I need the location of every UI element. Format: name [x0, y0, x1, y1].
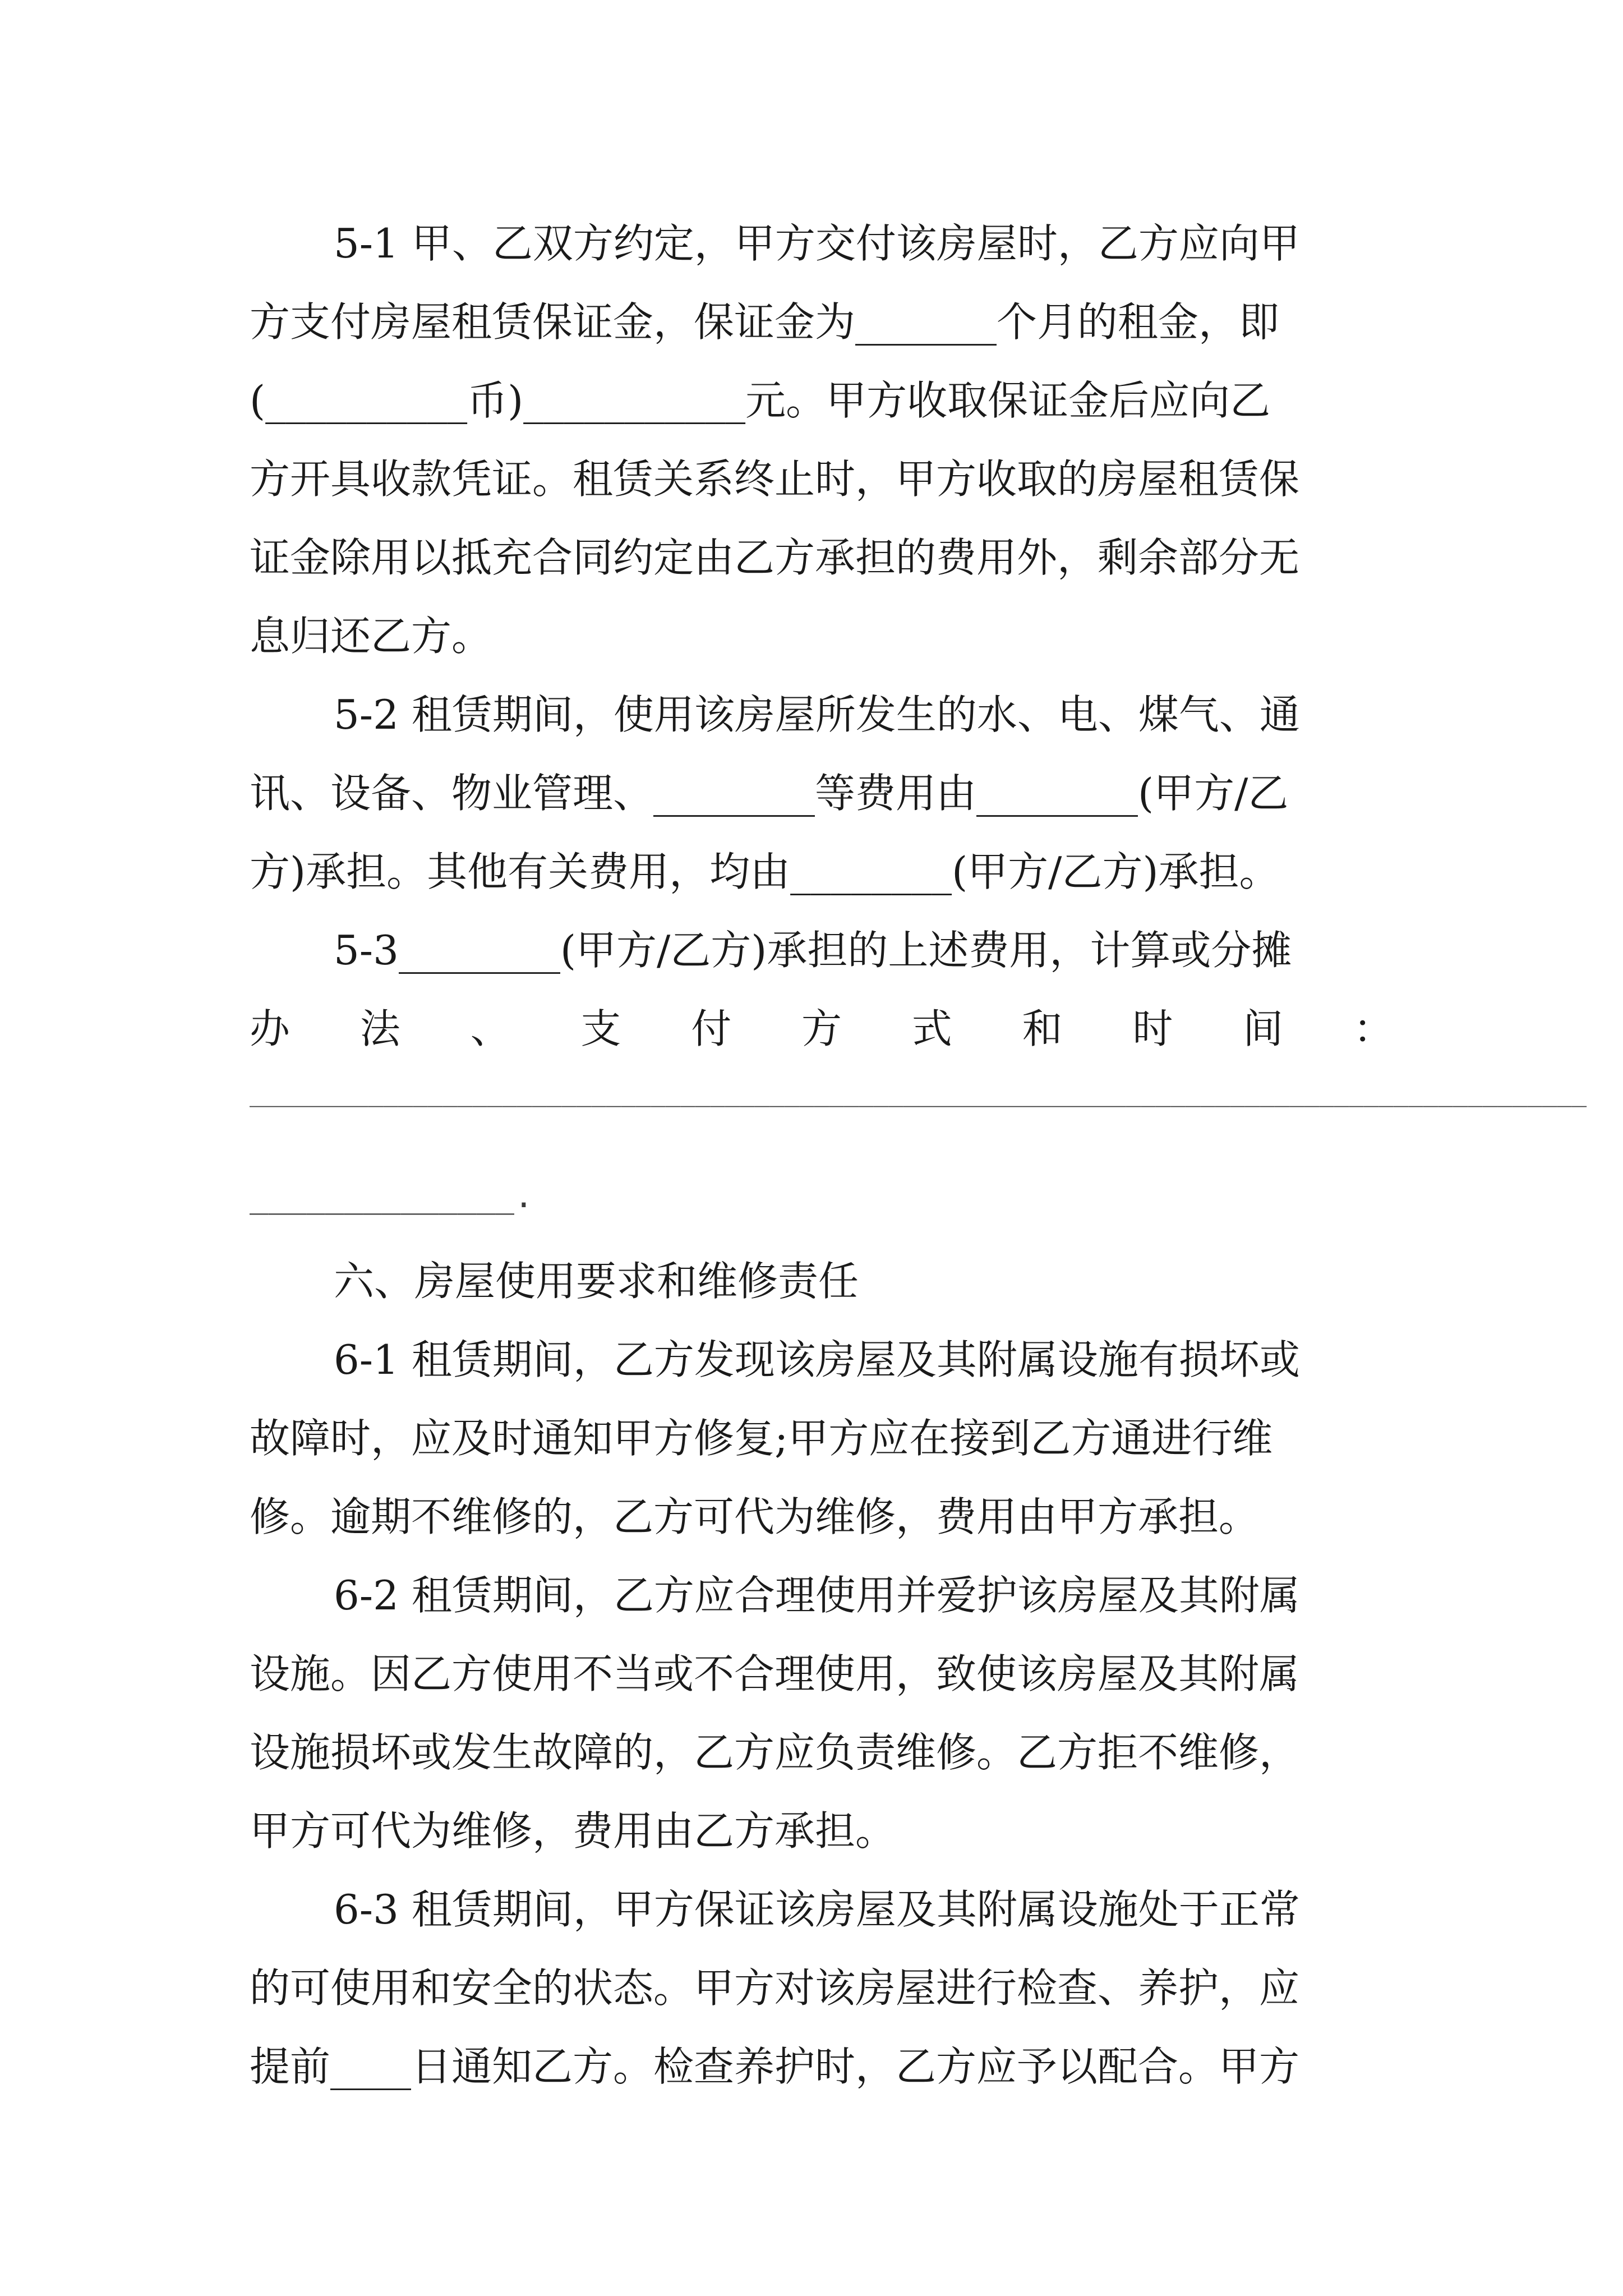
spread-char: 式 [911, 1005, 952, 1052]
text-line: 的可使用和安全的状态。甲方对该房屋进行检查、养护，应 [250, 1964, 1300, 2012]
text-line: 方开具收款凭证。租赁关系终止时，甲方收取的房屋租赁保 [250, 455, 1300, 503]
text-line: 设施损坏或发生故障的，乙方应负责维修。乙方拒不维修， [250, 1729, 1300, 1776]
spread-char: 时 [1132, 1005, 1173, 1052]
blank-fill-line: __________________________________________________________________________________________ [250, 1079, 1587, 1107]
blank-fill-line-end: ______________. [250, 1179, 533, 1215]
text-line: 息归还乙方。 [250, 613, 492, 660]
text-line: 方支付房屋租赁保证金，保证金为_______个月的租金，即 [250, 298, 1280, 346]
text-line: 证金除用以抵充合同约定由乙方承担的费用外，剩余部分无 [250, 534, 1300, 581]
spread-text-line [250, 990, 1394, 1068]
text-line: 5-3________(甲方/乙方)承担的上述费用，计算或分摊 [334, 927, 1292, 974]
spread-char: 间 [1243, 1005, 1284, 1052]
spread-char: ： [1353, 1005, 1394, 1052]
text-line: 5-1 甲、乙双方约定，甲方交付该房屋时，乙方应向甲 [334, 220, 1300, 267]
spread-char: 方 [801, 1005, 842, 1052]
spread-char: 办 [250, 1005, 291, 1052]
text-line: 修。逾期不维修的，乙方可代为维修，费用由甲方承担。 [250, 1493, 1260, 1540]
text-line: 6-1 租赁期间，乙方发现该房屋及其附属设施有损坏或 [334, 1336, 1300, 1383]
spread-char: 法 [359, 1005, 400, 1052]
spread-char: 和 [1022, 1005, 1063, 1052]
text-line: 提前____日通知乙方。检查养护时，乙方应予以配合。甲方 [250, 2043, 1300, 2090]
text-line: 方)承担。其他有关费用，均由________(甲方/乙方)承担。 [250, 848, 1280, 895]
text-line: 6-2 租赁期间，乙方应合理使用并爱护该房屋及其附属 [334, 1572, 1300, 1619]
text-line: (__________币)___________元。甲方收取保证金后应向乙 [250, 377, 1271, 424]
text-line: 讯、设备、物业管理、________等费用由________(甲方/乙 [250, 770, 1289, 817]
text-line: 设施。因乙方使用不当或不合理使用，致使该房屋及其附属 [250, 1650, 1300, 1697]
spread-char: 、 [470, 1005, 511, 1052]
section-heading: 六、房屋使用要求和维修责任 [334, 1258, 859, 1305]
spread-char: 付 [691, 1005, 732, 1052]
text-line: 6-3 租赁期间，甲方保证该房屋及其附属设施处于正常 [334, 1886, 1300, 1933]
text-line: 故障时，应及时通知甲方修复;甲方应在接到乙方通进行维 [250, 1415, 1273, 1462]
spread-char: 支 [580, 1005, 621, 1052]
text-line: 5-2 租赁期间，使用该房屋所发生的水、电、煤气、通 [334, 691, 1300, 738]
text-line: 甲方可代为维修，费用由乙方承担。 [250, 1807, 896, 1855]
